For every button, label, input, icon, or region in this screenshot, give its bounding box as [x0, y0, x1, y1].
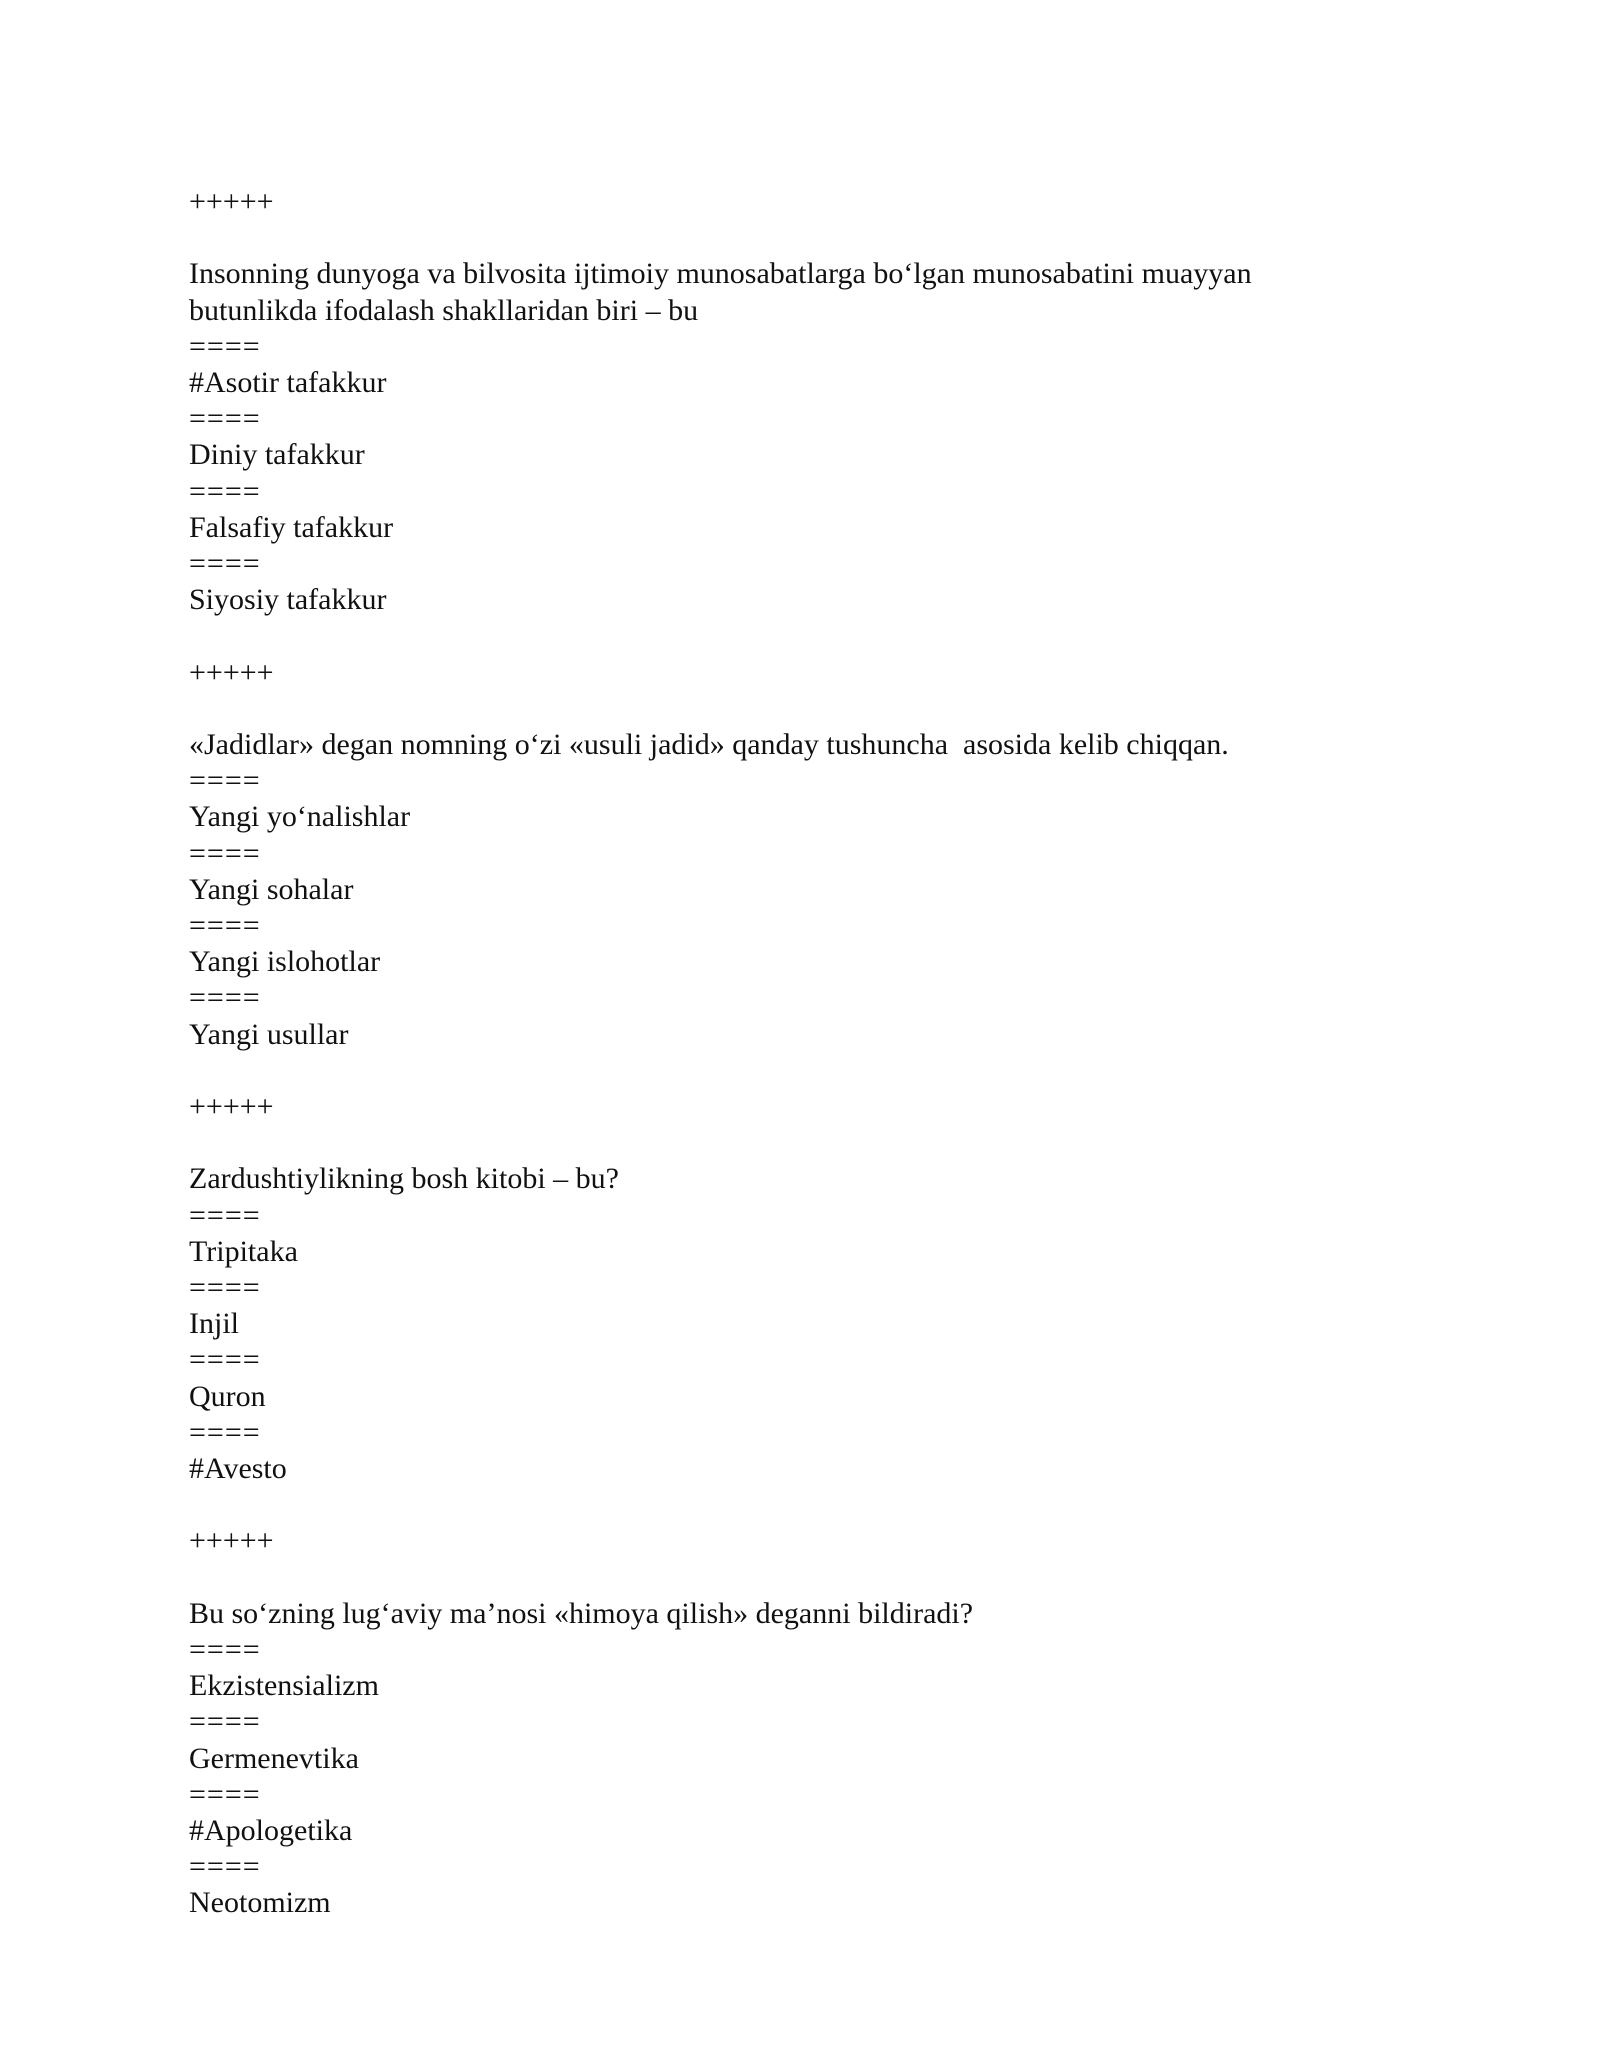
answer-option: Neotomizm	[189, 1886, 331, 1920]
answer-option: #Asotir tafakkur	[189, 366, 387, 399]
question-text: Bu so‘zning lug‘aviy ma’nosi «himoya qilish» deganni bildiradi?	[189, 1596, 974, 1630]
question-text: «Jadidlar» degan nomning o‘zi «usuli jadid» qanday tushuncha asosida kelib chiqqan.	[189, 728, 1229, 761]
option-separator: ====	[189, 1271, 261, 1305]
question-marker: +++++	[189, 185, 274, 218]
option-separator: ====	[189, 1415, 261, 1449]
blank-line	[189, 618, 1349, 654]
option-separator: ====	[189, 1850, 261, 1884]
option-separator: ====	[189, 909, 261, 943]
option-separator: ====	[189, 1343, 261, 1377]
blank-line	[189, 1487, 1349, 1523]
answer-option: Falsafiy tafakkur	[189, 510, 394, 544]
option-separator: ====	[189, 1633, 261, 1667]
answer-option: Diniy tafakkur	[189, 438, 365, 472]
question-text: Zardushtiylikning bosh kitobi – bu?	[189, 1162, 619, 1196]
answer-option: Quron	[189, 1379, 266, 1413]
option-separator: ====	[189, 836, 261, 870]
option-separator: ====	[189, 1777, 261, 1811]
option-separator: ====	[189, 764, 261, 798]
answer-option: #Avesto	[189, 1452, 287, 1486]
question-marker: +++++	[189, 655, 274, 689]
option-separator: ====	[189, 547, 261, 581]
blank-line	[189, 220, 1349, 256]
option-separator: ====	[189, 1198, 261, 1232]
question-text: Insonning dunyoga va bilvosita ijtimoiy munosabatlarga bo‘lgan munosabatini muayyan butunlikda ifodalash shakllaridan biri – bu	[189, 257, 1260, 327]
question-marker: +++++	[189, 1524, 274, 1558]
answer-option: Yangi islohotlar	[189, 945, 381, 979]
blank-line	[189, 691, 1349, 727]
option-separator: ====	[189, 981, 261, 1015]
answer-option: Yangi sohalar	[189, 872, 354, 906]
answer-option: Ekzistensializm	[189, 1669, 379, 1703]
option-separator: ====	[189, 474, 261, 508]
option-separator: ====	[189, 329, 261, 363]
answer-option: Siyosiy tafakkur	[189, 583, 387, 617]
answer-option: Injil	[189, 1307, 239, 1341]
option-separator: ====	[189, 1705, 261, 1739]
option-separator: ====	[189, 402, 261, 436]
answer-option: #Apologetika	[189, 1814, 353, 1848]
question-marker: +++++	[189, 1090, 274, 1124]
document-content	[189, 184, 1349, 1922]
answer-option: Germenevtika	[189, 1741, 359, 1775]
answer-option: Tripitaka	[189, 1234, 298, 1268]
blank-line	[189, 1125, 1349, 1161]
answer-option: Yangi yo‘nalishlar	[189, 800, 411, 834]
blank-line	[189, 1053, 1349, 1089]
answer-option: Yangi usullar	[189, 1017, 349, 1051]
blank-line	[189, 1560, 1349, 1596]
